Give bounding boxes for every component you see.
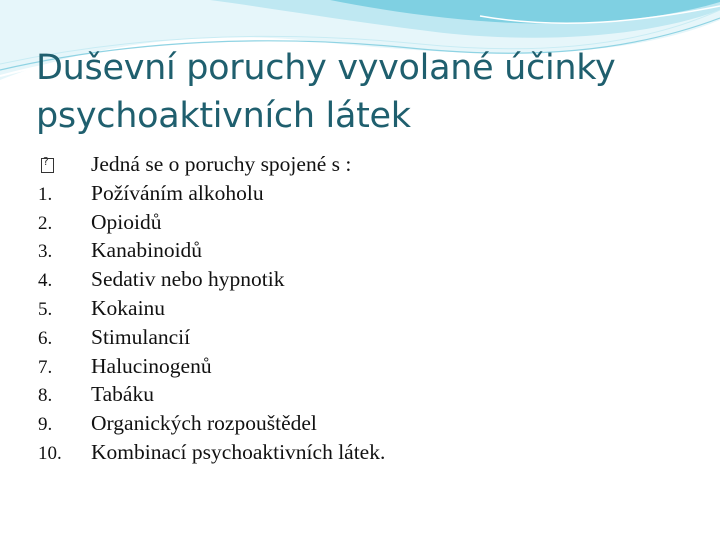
list-item-number: 1. [38,183,53,205]
list-item-number: 2. [38,212,53,234]
intro-row [38,152,678,181]
list-item-text: Kanabinoidů [91,238,203,263]
list-item-number: 8. [38,385,53,407]
list-item-text: Kombinací psychoaktivních látek. [91,439,386,464]
list-item [38,325,678,354]
list-item [38,411,678,440]
list-item-text: Opioidů [91,209,162,234]
list-item-text: Halucinogenů [91,353,212,378]
list-item [38,382,678,411]
missing-glyph-box-icon [41,158,54,173]
list-item-text: Organických rozpouštědel [91,411,317,436]
intro-bullet [38,155,91,177]
list-item [38,440,678,469]
list-item-text: Tabáku [91,382,154,407]
list-item-text: Sedativ nebo hypnotik [91,267,285,292]
list-item [38,238,678,267]
intro-text: Jedná se o poruchy spojené s : [91,152,352,176]
content-list [38,152,678,469]
title-line-1: Duševní poruchy vyvolané účinky [36,48,616,88]
list-item [38,354,678,383]
list-item-number: 5. [38,298,53,320]
list-item-number: 7. [38,356,53,378]
list-item-text: Kokainu [91,295,166,320]
list-item-number: 3. [38,241,53,263]
list-item-number: 9. [38,414,53,436]
list-item [38,267,678,296]
list-item [38,181,678,210]
list-item-text: Stimulancií [91,324,191,349]
list-item-text: Požíváním alkoholu [91,180,264,205]
list-item-number: 10. [38,442,62,464]
title-line-2: psychoaktivních látek [36,96,411,136]
list-item-number: 6. [38,327,53,349]
list-item [38,210,678,239]
list-item-number: 4. [38,270,53,292]
list-item [38,296,678,325]
slide-title [36,44,696,140]
